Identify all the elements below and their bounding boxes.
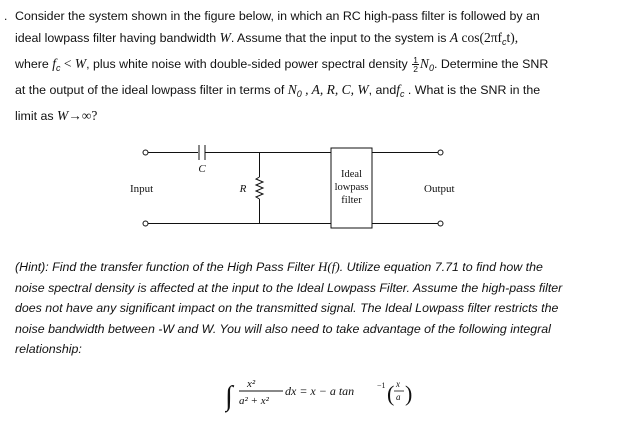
hint-line-4: noise bandwidth between -W and W. You will also need to take advantage of the following integral: [15, 321, 551, 336]
filter-label-line-1: Ideal: [341, 169, 362, 180]
output-terminal-bottom: [438, 221, 443, 226]
arctan-arg-denominator: a: [396, 392, 401, 402]
integral-result: dx = x − a tan: [285, 384, 355, 398]
math-var-N: N: [287, 82, 297, 97]
problem-text: Consider the system shown in the figure below, in which an RC high-pass filter is followed by an: [15, 9, 540, 23]
problem-text: where: [15, 57, 53, 71]
integrand-denominator: a² + x²: [239, 395, 269, 407]
fraction-numerator: 1: [413, 55, 418, 66]
problem-text: ideal lowpass filter having bandwidth: [15, 31, 220, 45]
math-limit: →∞?: [68, 108, 98, 123]
math-cos-end: t),: [506, 30, 519, 45]
hint-line-2: noise spectral density is affected at the input to the Ideal Lowpass Filter. Assume the high-pass filter: [15, 280, 563, 295]
filter-label-line-2: lowpass: [334, 182, 369, 193]
math-subscript: 0: [428, 63, 434, 73]
problem-text: , and: [368, 83, 397, 97]
problem-text: at the output of the ideal lowpass filter in terms of: [15, 83, 288, 97]
list-bullet: .: [4, 9, 8, 23]
hint-text: . Utilize equation 7.71 to find how the: [339, 260, 543, 274]
math-var-f: f: [396, 82, 400, 97]
input-label: Input: [130, 183, 154, 195]
math-var-W: W: [57, 108, 69, 123]
problem-text: . Assume that the input to the system is: [230, 31, 450, 45]
math-var-N: N: [419, 56, 429, 71]
math-var-W: W: [219, 30, 231, 45]
math-var-f: f: [52, 56, 56, 71]
arctan-superscript: −1: [377, 381, 386, 390]
integral-sign: ∫: [225, 381, 233, 412]
math-transfer-function: H(f): [318, 259, 340, 274]
math-cos: cos(2πf: [458, 30, 503, 45]
problem-text: . Determine the SNR: [433, 57, 549, 71]
math-vars: , A, R, C, W: [301, 82, 369, 97]
math-var-A: A: [449, 30, 459, 45]
input-terminal-bottom: [143, 221, 148, 226]
output-label: Output: [424, 183, 455, 195]
resistor-zigzag: [256, 177, 263, 199]
math-subscript: c: [55, 63, 61, 73]
resistor-label: R: [239, 183, 247, 195]
hint-line-5: relationship:: [15, 342, 82, 356]
filter-label-line-3: filter: [341, 195, 362, 206]
math-less-than: <: [60, 56, 75, 71]
hint-text: (Hint): Find the transfer function of the High Pass Filter: [15, 260, 319, 274]
problem-text: . What is the SNR in the: [404, 83, 541, 97]
integral-svg: [225, 370, 465, 418]
math-subscript: c: [399, 89, 405, 99]
integrand-numerator: x²: [247, 378, 256, 390]
math-subscript: c: [502, 37, 507, 47]
input-terminal-top: [143, 150, 148, 155]
fraction-denominator: 2: [413, 64, 418, 75]
paren-right: ): [405, 381, 413, 406]
problem-text: limit as: [15, 109, 57, 123]
hint-line-1: [15, 257, 615, 278]
math-var-W: W: [74, 56, 87, 71]
integral-formula: [225, 370, 465, 418]
math-subscript: 0: [296, 89, 302, 99]
hint-paragraph: [15, 257, 615, 360]
output-terminal-top: [438, 150, 443, 155]
arctan-arg-numerator: x: [396, 379, 400, 389]
paren-left: (: [387, 381, 395, 406]
capacitor-label: C: [198, 163, 206, 175]
hint-line-3: does not have any significant impact on the transmitted signal. The Ideal Lowpass filter restricts the: [15, 301, 559, 315]
problem-text: , plus white noise with double-sided power spectral density: [86, 57, 412, 71]
